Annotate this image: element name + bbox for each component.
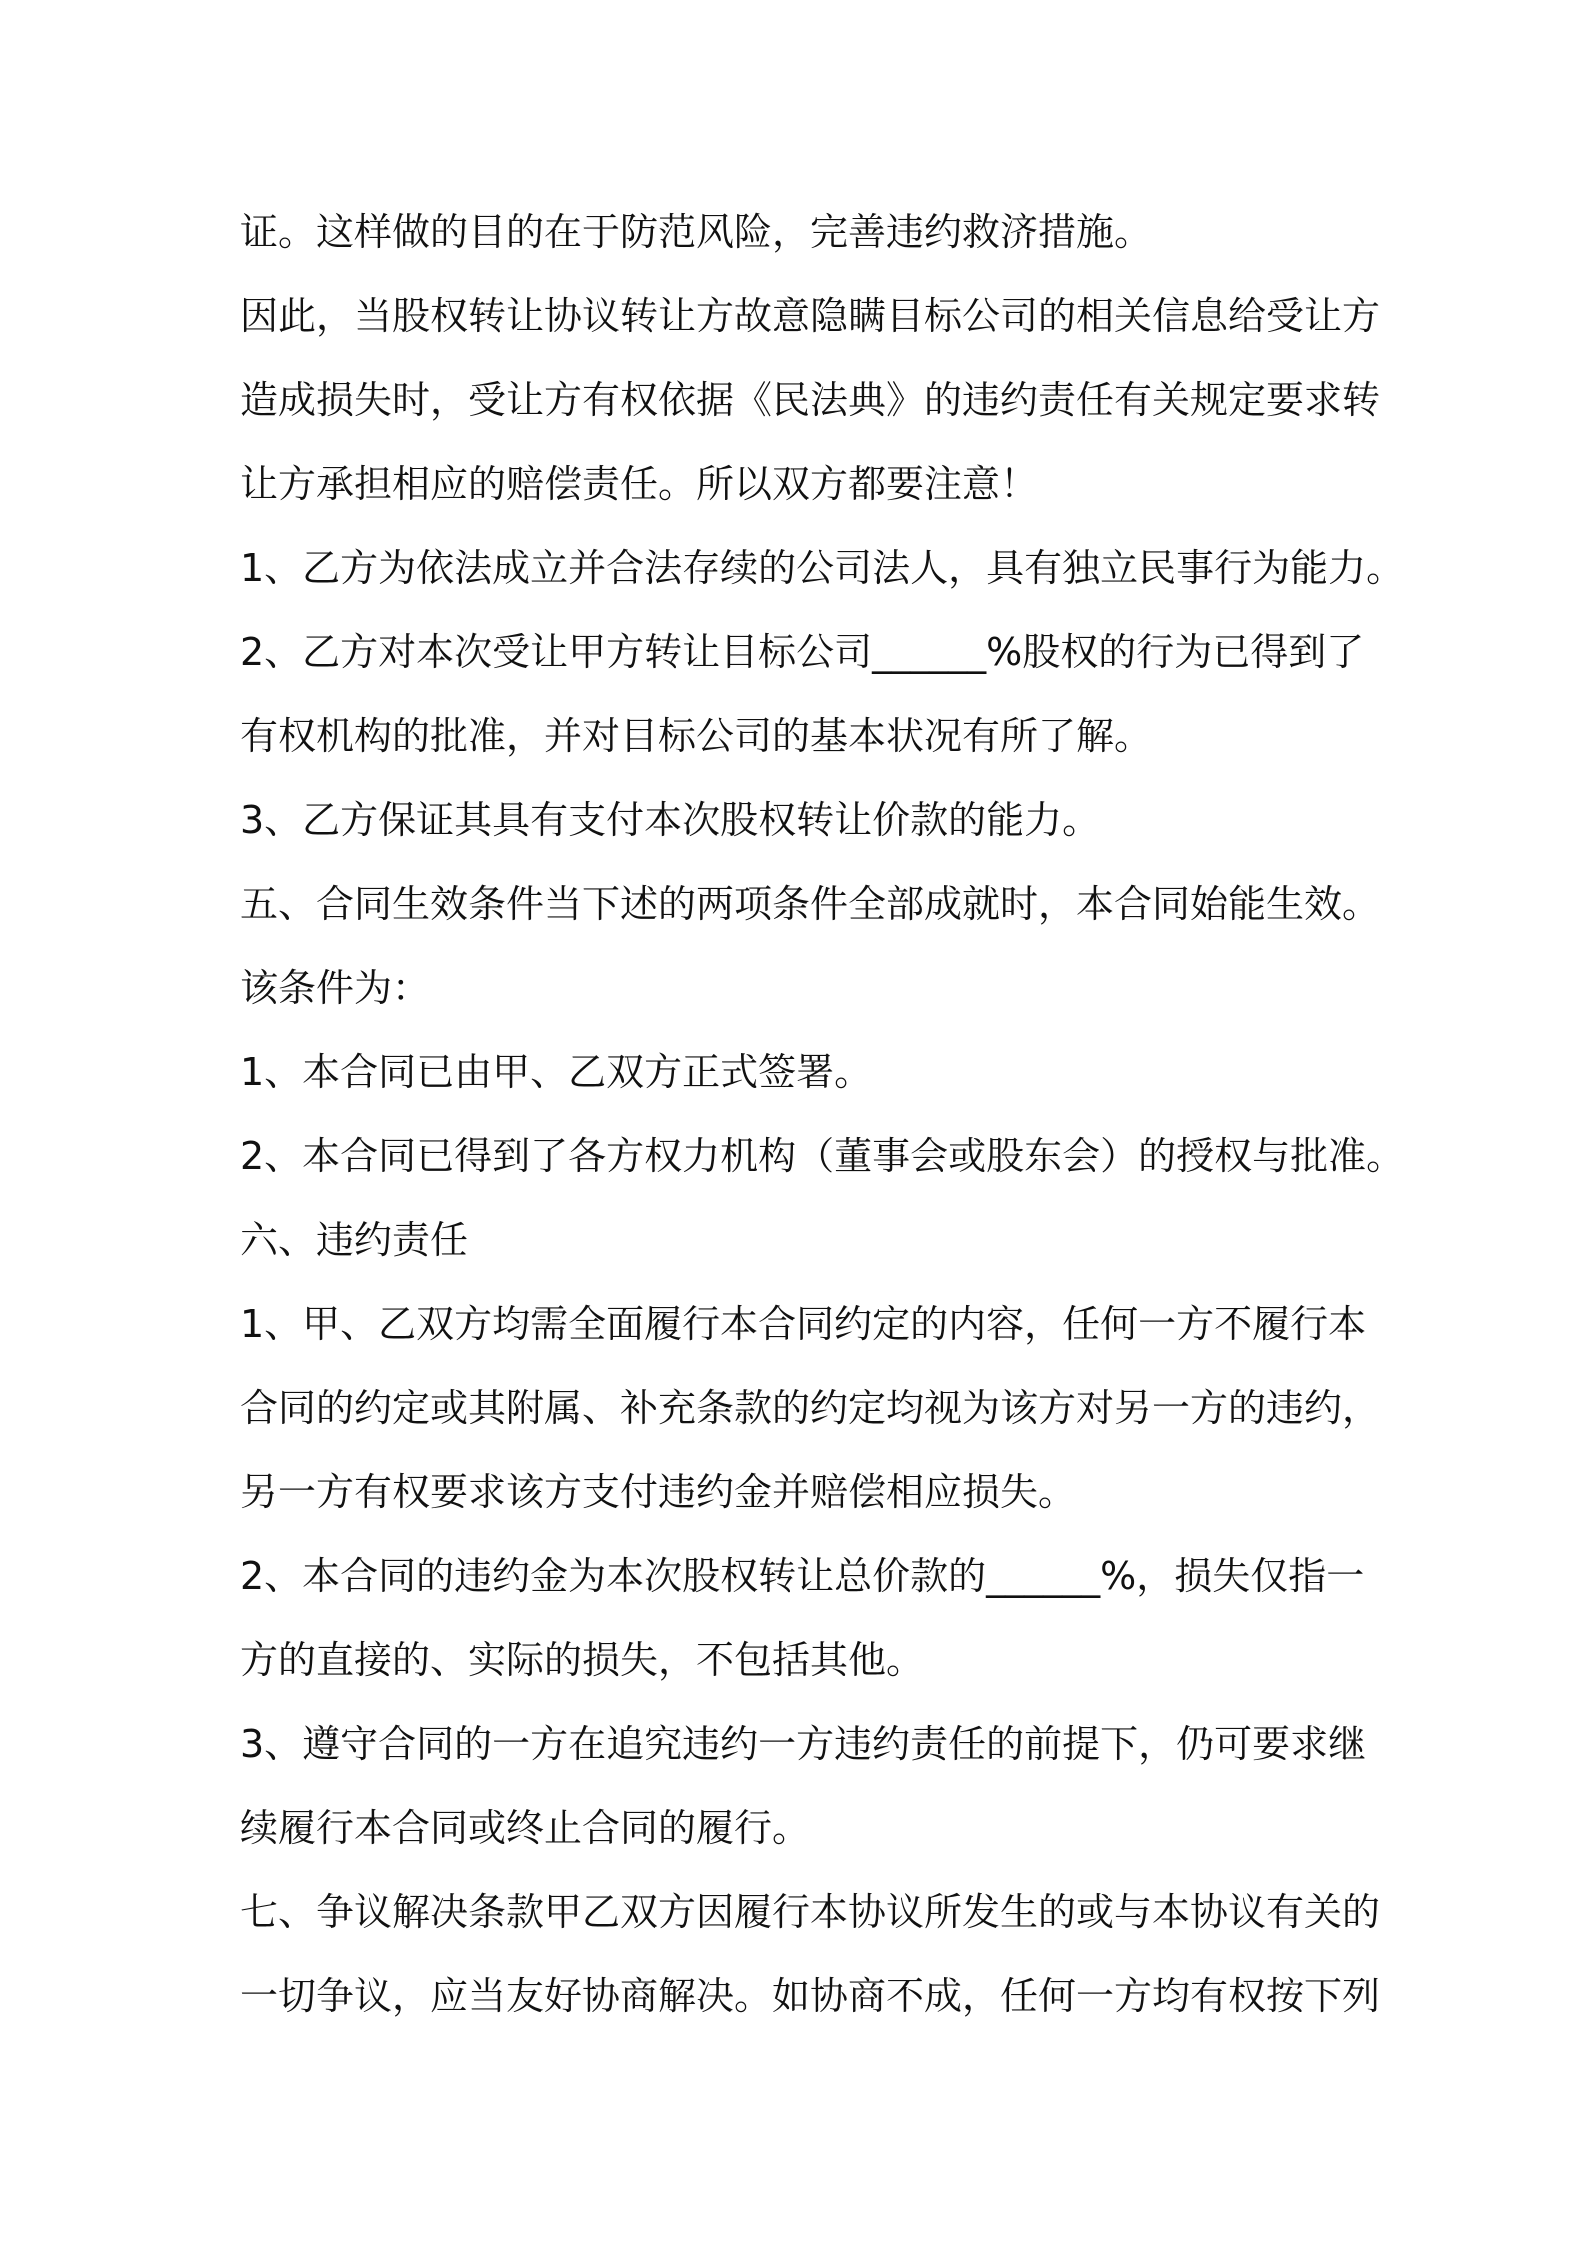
text-line: 方的直接的、实际的损失，不包括其他。 (240, 1638, 925, 1682)
text-line: 五、合同生效条件当下述的两项条件全部成就时，本合同始能生效。 (240, 882, 1381, 926)
section-heading: 六、违约责任 (240, 1218, 469, 1262)
text-line: 合同的约定或其附属、补充条款的约定均视为该方对另一方的违约， (240, 1386, 1381, 1430)
text-line: 该条件为： (240, 966, 431, 1010)
text-line: 续履行本合同或终止合同的履行。 (240, 1806, 811, 1850)
document-body (240, 190, 1405, 2038)
text-line: 造成损失时，受让方有权依据《民法典》的违约责任有关规定要求转 (240, 378, 1381, 422)
text-line: 让方承担相应的赔偿责任。所以双方都要注意！ (240, 462, 1039, 506)
text-line: 1、甲、乙双方均需全面履行本合同约定的内容，任何一方不履行本 (240, 1302, 1367, 1346)
text-line: 3、遵守合同的一方在追究违约一方违约责任的前提下，仍可要求继 (240, 1722, 1367, 1766)
text-line: 有权机构的批准，并对目标公司的基本状况有所了解。 (240, 714, 1153, 758)
text-line: 另一方有权要求该方支付违约金并赔偿相应损失。 (240, 1470, 1077, 1514)
text-line: 因此，当股权转让协议转让方故意隐瞒目标公司的相关信息给受让方 (240, 294, 1381, 338)
text-line: 1、乙方为依法成立并合法存续的公司法人，具有独立民事行为能力。 (240, 546, 1405, 590)
text-line: 2、本合同已得到了各方权力机构（董事会或股东会）的授权与批准。 (240, 1134, 1405, 1178)
text-line: 1、本合同已由甲、乙双方正式签署。 (240, 1050, 873, 1094)
text-line: 2、本合同的违约金为本次股权转让总价款的______%，损失仅指一 (240, 1554, 1365, 1598)
text-line: 2、乙方对本次受让甲方转让目标公司______%股权的行为已得到了 (240, 630, 1365, 674)
text-line: 七、争议解决条款甲乙双方因履行本协议所发生的或与本协议有关的 (240, 1890, 1381, 1934)
text-line: 证。这样做的目的在于防范风险，完善违约救济措施。 (240, 210, 1153, 254)
text-line: 一切争议，应当友好协商解决。如协商不成，任何一方均有权按下列 (240, 1974, 1381, 2018)
text-line: 3、乙方保证其具有支付本次股权转让价款的能力。 (240, 798, 1101, 842)
